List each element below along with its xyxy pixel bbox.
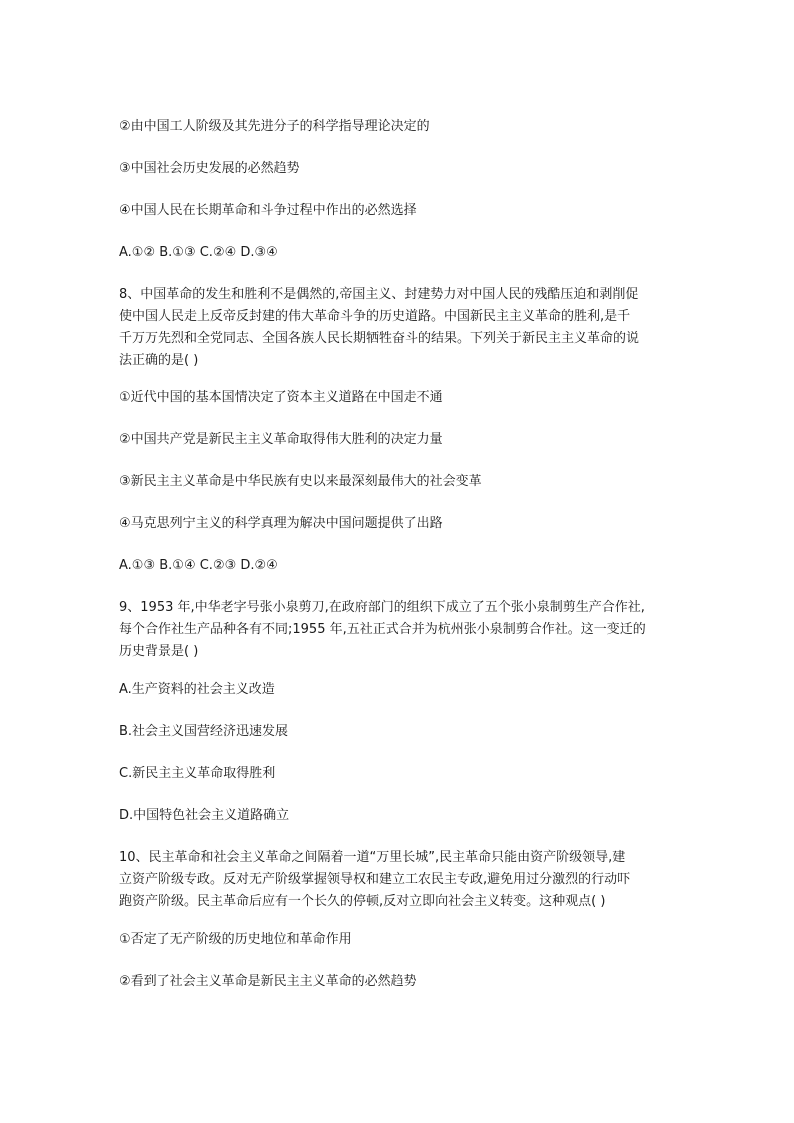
q7-option-2: ②由中国工人阶级及其先进分子的科学指导理论决定的 — [119, 119, 430, 134]
q8-stem-line-1: 8、中国革命的发生和胜利不是偶然的,帝国主义、封建势力对中国人民的残酷压迫和剥削促 — [119, 287, 639, 302]
q7-answer-choices: A.①② B.①③ C.②④ D.③④ — [119, 245, 278, 260]
q9-option-a: A.生产资料的社会主义改造 — [119, 682, 275, 697]
q8-option-2: ②中国共产党是新民主主义革命取得伟大胜利的决定力量 — [119, 432, 443, 447]
q8-stem-line-3: 千万万先烈和全党同志、全国各族人民长期牺牲奋斗的结果。下列关于新民主主义革命的说 — [119, 331, 640, 346]
q9-option-c: C.新民主主义革命取得胜利 — [119, 766, 276, 781]
q10-stem-line-3: 跑资产阶级。民主革命后应有一个长久的停顿,反对立即向社会主义转变。这种观点( ) — [119, 894, 606, 909]
q9-option-b: B.社会主义国营经济迅速发展 — [119, 724, 289, 739]
q7-option-4: ④中国人民在长期革命和斗争过程中作出的必然选择 — [119, 203, 417, 218]
q7-option-3: ③中国社会历史发展的必然趋势 — [119, 161, 300, 176]
q8-stem-line-4: 法正确的是( ) — [119, 353, 199, 368]
q10-stem-line-2: 立资产阶级专政。反对无产阶级掌握领导权和建立工农民主专政,避免用过分激烈的行动吓 — [119, 872, 631, 887]
q9-stem-line-2: 每个合作社生产品种各有不同;1955 年,五社正式合并为杭州张小泉制剪合作社。这一变迁的 — [119, 622, 646, 637]
q8-option-1: ①近代中国的基本国情决定了资本主义道路在中国走不通 — [119, 390, 443, 405]
q9-stem-line-3: 历史背景是( ) — [119, 644, 199, 659]
q10-option-2: ②看到了社会主义革命是新民主主义革命的必然趋势 — [119, 974, 417, 989]
q9-option-d: D.中国特色社会主义道路确立 — [119, 808, 290, 823]
q8-option-3: ③新民主主义革命是中华民族有史以来最深刻最伟大的社会变革 — [119, 474, 482, 489]
q10-stem-line-1: 10、民主革命和社会主义革命之间隔着一道“万里长城”,民主革命只能由资产阶级领导,建 — [119, 850, 626, 865]
q8-answer-choices: A.①③ B.①④ C.②③ D.②④ — [119, 558, 278, 573]
q8-option-4: ④马克思列宁主义的科学真理为解决中国问题提供了出路 — [119, 516, 443, 531]
q9-stem-line-1: 9、1953 年,中华老字号张小泉剪刀,在政府部门的组织下成立了五个张小泉制剪生产合作社, — [119, 600, 645, 615]
q8-stem-line-2: 使中国人民走上反帝反封建的伟大革命斗争的历史道路。中国新民主主义革命的胜利,是千 — [119, 309, 631, 324]
q10-option-1: ①否定了无产阶级的历史地位和革命作用 — [119, 932, 352, 947]
